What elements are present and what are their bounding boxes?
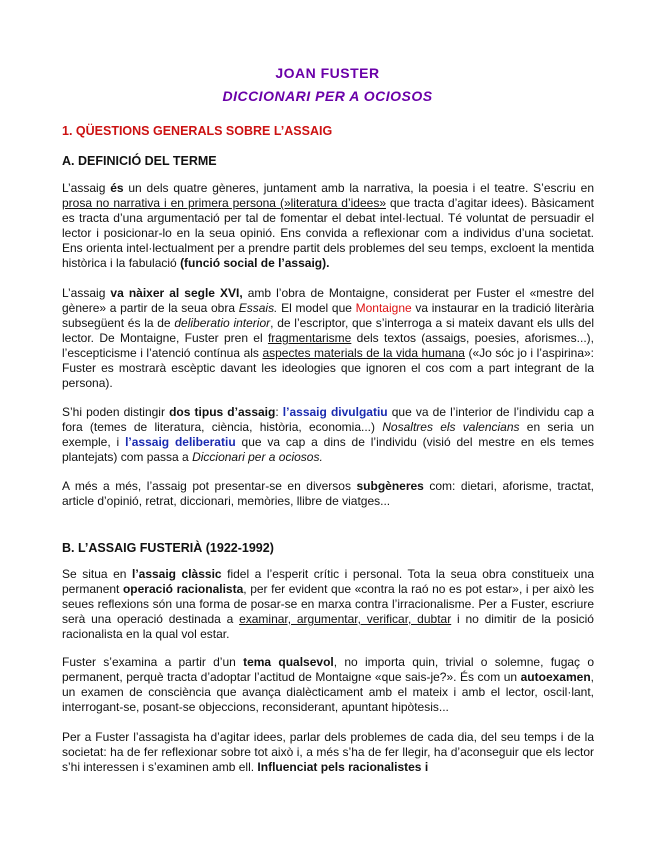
subheading-fusteria: B. L’ASSAIG FUSTERIÀ (1922-1992) [62,541,274,555]
paragraph-classic: Se situa en l’assaig clàssic fidel a l’esperit crític i personal. Tota la seua obra constitueix una permanent operació racionalista, per fer evident que «contra la raó no es pot estar», i per això les seues reflexions són una forma de posar-se en marxa contra l’irracionalisme. Per a Fuster, escriure serà una operació destinada a examinar, argumentar, verificar, dubtar i no dimitir de la posició racionalista en la qual vol estar. [62,567,595,641]
montaigne-link: Montaigne [355,301,412,315]
paragraph-assagista: Per a Fuster l’assagista ha d’agitar idees, parlar dels problemes de cada dia, del seu temps i de la societat: ha de fer reflexionar sobre tot això i, a més s’ha de fer llegir, ha d’aconseguir que els lector s’hi interessen i s’examinen amb ell. Influenciat pels racionalistes i [62,730,594,774]
section-heading: 1. QÜESTIONS GENERALS SOBRE L’ASSAIG [62,124,333,138]
paragraph-definicio: L’assaig és un dels quatre gèneres, juntament amb la narrativa, la poesia i el teatre. S’escriu en prosa no narrativa i en primera persona (»literatura d’idees» que tracta d’agitar idees). Bàsicament es tracta d’una argumentació per tal de fomentar el debat intel·lectual. Té voluntat de persuadir el lector i posicionar-lo en la seua opinió. Ens convida a reflexionar com a individus d’una societat. Ens orienta intel·lectualment per a prendre partit dels problemes del seu temps, excloent la mentida històrica i la fabulació (funció social de l’assaig). [62,181,594,270]
paragraph-subgeneres: A més a més, l’assaig pot presentar-se en diversos subgèneres com: dietari, aforisme, tractat, article d’opinió, retrat, diccionari, memòries, llibre de viatges... [62,479,594,508]
subheading-definicio: A. DEFINICIÓ DEL TERME [62,154,217,168]
author-title: JOAN FUSTER [275,65,380,81]
paragraph-autoexamen: Fuster s’examina a partir d’un tema qualsevol, no importa quin, trivial o solemne, fugaç o permanent, perquè tracta d’adoptar l’actitud de Montaigne «que sais-je?». És com un autoexamen, un examen de consciència que avança dialècticament amb el mateix i amb el lector, oscil·lant, interrogant-se, posant-se objeccions, reconsiderant, apuntant hipòtesis... [62,655,595,714]
paragraph-tipus: S’hi poden distingir dos tipus d’assaig: l’assaig divulgatiu que va de l’interior de l’individu cap a fora (temes de literatura, ciència, història, economia...) Nosaltres els valencians en seria un exemple, i l’assaig deliberatiu que va cap a dins de l’individu (visió del mestre en els temes plantejats) com passa a Diccionari per a ociosos. [62,405,594,464]
paragraph-origen: L’assaig va nàixer al segle XVI, amb l’obra de Montaigne, considerat per Fuster el «mestre del gènere» a partir de la seua obra Essais. El model que Montaigne va instaurar en la tradició literària subsegüent és la de deliberatio interior, de l’escriptor, que s’interroga a si mateix davant els ulls del lector. De Montaigne, Fuster pren el fragmentarisme dels textos (assaigs, poesies, aforismes...), l’escepticisme i l’atenció contínua als aspectes materials de la vida humana («Jo sóc jo i l’aspirina»: Fuster es mostrarà escèptic davant les ideologies que ignoren el cos com a part integrant de la persona). [62,286,595,390]
book-title: DICCIONARI PER A OCIOSOS [222,88,433,104]
